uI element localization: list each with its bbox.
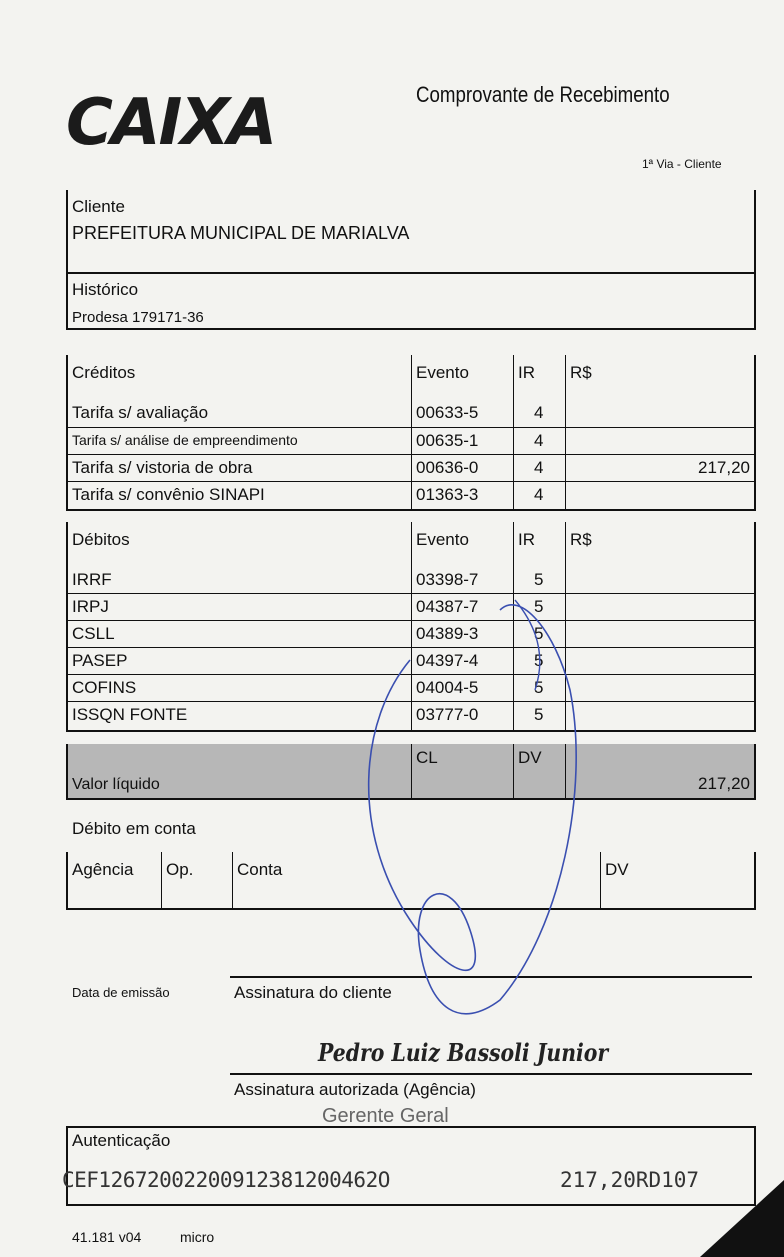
autenticacao-codigo: CEF12672002200912381200462O <box>62 1168 390 1192</box>
table-row: Tarifa s/ avaliação 00633-5 4 <box>72 403 544 422</box>
debitos-col-ir: IR <box>518 530 535 549</box>
table-row: IRRF 03398-7 5 <box>72 570 544 589</box>
debitos-header: Débitos <box>72 530 130 549</box>
carimbo-cargo: Gerente Geral <box>322 1105 449 1127</box>
data-emissao-label: Data de emissão <box>72 985 170 1000</box>
table-row: Tarifa s/ análise de empreendimento 00635-1 4 <box>68 427 754 454</box>
handwritten-signature <box>340 570 600 1050</box>
table-row: ISSQN FONTE 03777-0 5 <box>68 701 754 728</box>
debitos-col-rs: R$ <box>570 530 592 549</box>
autenticacao-label: Autenticação <box>72 1131 171 1150</box>
table-row: IRPJ 04387-7 5 <box>68 593 754 620</box>
autenticacao-box <box>62 1126 756 1206</box>
table-row: Tarifa s/ convênio SINAPI 01363-3 4 <box>68 481 754 508</box>
conta-label: Conta <box>237 860 283 879</box>
cliente-value: PREFEITURA MUNICIPAL DE MARIALVA <box>72 223 410 243</box>
document-title: Comprovante de Recebimento <box>416 82 670 107</box>
creditos-col-evento: Evento <box>416 363 469 382</box>
dv-label: DV <box>518 748 542 767</box>
form-tipo: micro <box>180 1229 215 1245</box>
table-row: COFINS 04004-5 5 <box>68 674 754 701</box>
assinatura-cliente-label: Assinatura do cliente <box>234 983 392 1002</box>
table-row: CSLL 04389-3 5 <box>68 620 754 647</box>
cl-label: CL <box>416 748 438 767</box>
debitos-col-evento: Evento <box>416 530 469 549</box>
historico-box <box>66 272 756 330</box>
autenticacao-valor: 217,20RD107 <box>560 1168 700 1192</box>
table-row: Tarifa s/ vistoria de obra 00636-0 4 217,20 <box>68 454 754 481</box>
via-label: 1ª Via - Cliente <box>642 157 722 171</box>
historico-value: Prodesa 179171-36 <box>72 309 204 326</box>
carimbo-nome: Pedro Luiz Bassoli Junior <box>318 1038 609 1067</box>
table-row: PASEP 04397-4 5 <box>68 647 754 674</box>
caixa-logo: CAIXA <box>66 86 276 160</box>
creditos-header: Créditos <box>72 363 136 382</box>
signature-line-agencia <box>230 1073 752 1075</box>
op-label: Op. <box>166 860 194 879</box>
credito-valor: 217,20 <box>698 458 750 477</box>
debito-conta-title: Débito em conta <box>72 819 196 838</box>
dv-conta-label: DV <box>605 860 629 879</box>
creditos-table <box>66 355 756 511</box>
valor-liquido-label: Valor líquido <box>72 776 160 793</box>
creditos-col-ir: IR <box>518 363 535 382</box>
agencia-label: Agência <box>72 860 134 879</box>
cliente-label: Cliente <box>72 197 125 216</box>
historico-label: Histórico <box>72 280 139 299</box>
cliente-box <box>66 190 756 274</box>
valor-liquido-value: 217,20 <box>698 774 750 793</box>
form-code: 41.181 v04 <box>72 1229 142 1245</box>
creditos-col-rs: R$ <box>570 363 592 382</box>
torn-corner <box>700 1180 784 1257</box>
assinatura-autorizada-label: Assinatura autorizada (Agência) <box>234 1080 476 1099</box>
